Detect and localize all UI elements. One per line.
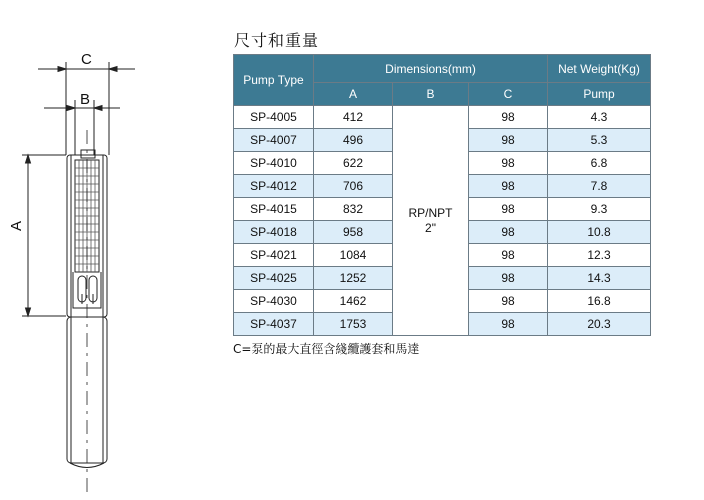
dimension-a-arrow-top (26, 155, 31, 163)
dimension-c-arrow-left (58, 67, 66, 72)
dimension-b-arrow-right (94, 106, 102, 111)
cell-c: 98 (469, 313, 548, 336)
cell-pump-type: SP-4018 (234, 221, 314, 244)
dimension-b-label: B (80, 91, 91, 108)
cell-pump-type: SP-4021 (234, 244, 314, 267)
cell-weight: 6.8 (548, 152, 651, 175)
page-title: 尺寸和重量 (234, 31, 320, 50)
cell-pump-type: SP-4025 (234, 267, 314, 290)
footnote: C=泵的最大直徑含綫纜護套和馬達 (233, 342, 420, 356)
pump-outlet (81, 150, 95, 158)
cell-weight: 14.3 (548, 267, 651, 290)
cell-a: 1753 (314, 313, 393, 336)
cell-pump-type: SP-4015 (234, 198, 314, 221)
cell-weight: 10.8 (548, 221, 651, 244)
dimensions-weight-table (233, 54, 651, 336)
dimension-c-label: C (81, 51, 92, 68)
cell-a: 706 (314, 175, 393, 198)
cell-weight: 7.8 (548, 175, 651, 198)
cell-weight: 5.3 (548, 129, 651, 152)
cell-pump-type: SP-4007 (234, 129, 314, 152)
cell-c: 98 (469, 244, 548, 267)
cell-pump-type: SP-4030 (234, 290, 314, 313)
dimension-a-arrow-bottom (26, 308, 31, 316)
cell-b-merged (393, 106, 469, 336)
header-pump-type: Pump Type (234, 55, 314, 106)
cell-c: 98 (469, 267, 548, 290)
cell-c: 98 (469, 290, 548, 313)
motor-base (70, 463, 104, 468)
cell-c: 98 (469, 129, 548, 152)
dimension-c-arrow-right (109, 67, 117, 72)
pump-drawing (0, 0, 230, 500)
cell-weight: 20.3 (548, 313, 651, 336)
cell-weight: 16.8 (548, 290, 651, 313)
cell-a: 1084 (314, 244, 393, 267)
cell-weight: 9.3 (548, 198, 651, 221)
cell-c: 98 (469, 175, 548, 198)
cell-pump-type: SP-4010 (234, 152, 314, 175)
header-col-b: B (393, 83, 469, 106)
cell-pump-type: SP-4005 (234, 106, 314, 129)
header-col-a: A (314, 83, 393, 106)
cell-c: 98 (469, 152, 548, 175)
dimension-b-arrow-left (67, 106, 75, 111)
header-dimensions: Dimensions(mm) (314, 55, 548, 83)
table-row (234, 106, 651, 129)
header-col-c: C (469, 83, 548, 106)
cell-c: 98 (469, 198, 548, 221)
cell-weight: 12.3 (548, 244, 651, 267)
cell-pump-type: SP-4012 (234, 175, 314, 198)
header-net-weight: Net Weight(Kg) (548, 55, 651, 83)
cell-a: 832 (314, 198, 393, 221)
cell-c: 98 (469, 106, 548, 129)
cell-b-line2: 2" (425, 220, 436, 235)
cell-a: 958 (314, 221, 393, 244)
cell-a: 412 (314, 106, 393, 129)
cell-a: 1252 (314, 267, 393, 290)
cell-weight: 4.3 (548, 106, 651, 129)
dimension-a-label: A (8, 220, 25, 231)
cell-pump-type: SP-4037 (234, 313, 314, 336)
cell-c: 98 (469, 221, 548, 244)
header-pump: Pump (548, 83, 651, 106)
cell-a: 622 (314, 152, 393, 175)
cell-a: 1462 (314, 290, 393, 313)
cell-b-line1: RP/NPT (408, 205, 453, 220)
cell-a: 496 (314, 129, 393, 152)
